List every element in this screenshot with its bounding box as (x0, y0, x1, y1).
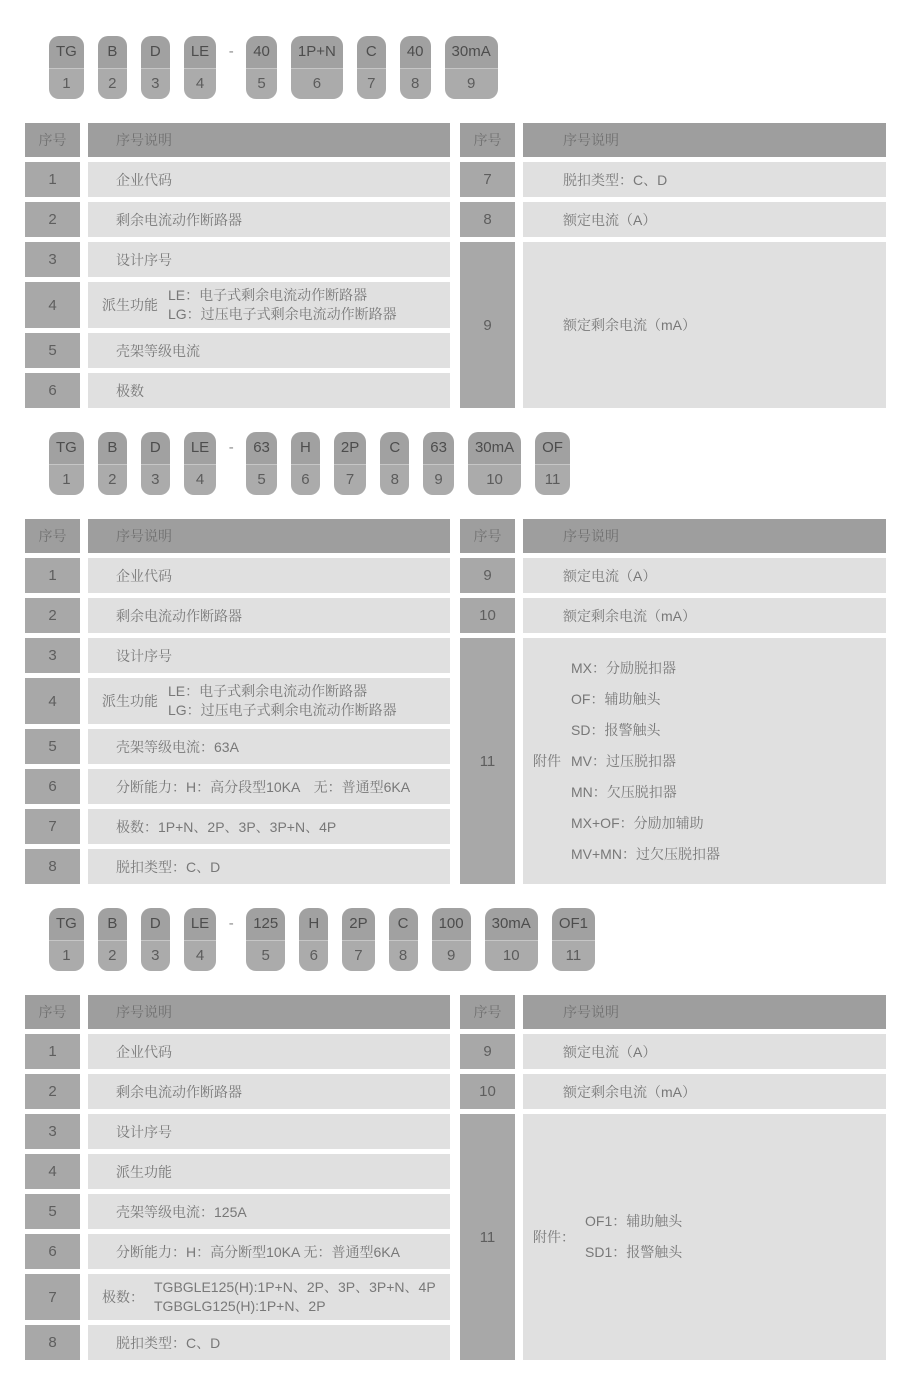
row-description (523, 202, 886, 237)
code-pill (184, 908, 216, 971)
row-lines (168, 286, 397, 324)
row-label: 额定剩余电流（mA） (563, 607, 696, 624)
row-label: 脱扣类型：C、D (116, 858, 221, 875)
code-pill (291, 432, 320, 495)
row-lines (168, 682, 397, 720)
code-pill-number: 4 (184, 69, 216, 99)
code-pill (141, 432, 170, 495)
code-pill (445, 36, 498, 99)
row-index: 8 (460, 202, 515, 237)
col-header-description: 序号说明 (523, 995, 886, 1029)
code-pill-label: 40 (246, 36, 277, 69)
row-label: 脱扣类型：C、D (563, 171, 668, 188)
row-description (88, 849, 450, 884)
model-code-pills (49, 908, 886, 971)
row-index: 4 (25, 282, 80, 328)
code-pill-number: 3 (141, 69, 170, 99)
row-index: 5 (25, 1194, 80, 1229)
table-row (25, 242, 450, 277)
row-label: 附件： (533, 1229, 575, 1245)
row-index: 1 (25, 1034, 80, 1069)
code-pill (98, 36, 127, 99)
row-label: 额定电流（A） (563, 211, 657, 228)
table-row (25, 729, 450, 764)
row-index: 8 (25, 1325, 80, 1360)
table-row (25, 282, 450, 328)
row-description (523, 162, 886, 197)
model-section (25, 36, 886, 408)
row-label: 附件 (533, 753, 561, 769)
row-description (88, 373, 450, 408)
left-table (25, 995, 450, 1360)
code-pill (334, 432, 366, 495)
row-description (88, 282, 450, 328)
code-pill-label: TG (49, 36, 84, 69)
code-pill-number: 10 (468, 465, 521, 495)
table-row (25, 558, 450, 593)
row-label: 剩余电流动作断路器 (116, 211, 242, 228)
table-header-row (25, 123, 450, 157)
code-pill-number: 7 (334, 465, 366, 495)
code-pill-number: 10 (485, 941, 538, 971)
row-label: 额定电流（A） (563, 567, 657, 584)
table-row (460, 1034, 886, 1069)
row-line: MX：分励脱扣器 (571, 659, 676, 676)
code-pill-number: 8 (389, 941, 418, 971)
code-pill-label: 40 (400, 36, 431, 69)
row-label: 派生功能 (116, 1163, 172, 1180)
table-row (25, 849, 450, 884)
code-pill-number: 3 (141, 941, 170, 971)
code-pill (291, 36, 343, 99)
row-label: 额定剩余电流（mA） (563, 317, 696, 333)
code-pill-label: LE (184, 432, 216, 465)
col-header-description: 序号说明 (88, 995, 450, 1029)
code-pill (246, 36, 277, 99)
row-index: 2 (25, 202, 80, 237)
row-line: LG：过压电子式剩余电流动作断路器 (168, 702, 397, 718)
code-pill-label: 63 (246, 432, 277, 465)
code-pill (535, 432, 570, 495)
row-description (88, 598, 450, 633)
row-index: 3 (25, 1114, 80, 1149)
code-pill (49, 432, 84, 495)
code-pill-label: C (357, 36, 386, 69)
code-pill-number: 5 (246, 941, 285, 971)
row-index: 7 (25, 809, 80, 844)
code-pill-number: 5 (246, 465, 277, 495)
code-pill-label: TG (49, 908, 84, 941)
left-table (25, 519, 450, 884)
code-pill-number: 9 (432, 941, 471, 971)
model-section (25, 908, 886, 1360)
row-description (88, 1074, 450, 1109)
row-label: 分断能力：H：高分断型10KA 无：普通型6KA (116, 1243, 400, 1260)
row-line: TGBGLG125(H):1P+N、2P (154, 1298, 326, 1314)
row-index: 2 (25, 1074, 80, 1109)
row-index: 7 (460, 162, 515, 197)
row-index: 3 (25, 638, 80, 673)
code-pill-number: 9 (423, 465, 454, 495)
row-label: 额定剩余电流（mA） (563, 1083, 696, 1100)
code-pill (423, 432, 454, 495)
row-label: 分断能力：H：高分段型10KA 无：普通型6KA (116, 778, 411, 795)
row-line: MV：过压脱扣器 (571, 752, 676, 769)
row-description (88, 678, 450, 724)
row-label: 剩余电流动作断路器 (116, 607, 242, 624)
table-row (460, 162, 886, 197)
code-pill (246, 908, 285, 971)
code-pill-number: 6 (299, 941, 328, 971)
code-pill (184, 36, 216, 99)
code-pill-number: 2 (98, 465, 127, 495)
row-index: 7 (25, 1274, 80, 1320)
row-line: SD1：报警触头 (585, 1244, 683, 1260)
row-line: LG：过压电子式剩余电流动作断路器 (168, 306, 397, 322)
row-label: 设计序号 (116, 647, 172, 664)
row-index: 11 (460, 1114, 515, 1360)
col-header-index: 序号 (460, 519, 515, 553)
row-description (88, 1034, 450, 1069)
code-pill (357, 36, 386, 99)
code-pill-label: B (98, 432, 127, 465)
row-line: LE：电子式剩余电流动作断路器 (168, 683, 368, 699)
row-description (88, 769, 450, 804)
row-index: 6 (25, 373, 80, 408)
code-pill-label: 2P (342, 908, 374, 941)
row-index: 10 (460, 1074, 515, 1109)
row-line: SD：报警触头 (571, 721, 661, 738)
row-index: 4 (25, 1154, 80, 1189)
row-description (523, 558, 886, 593)
table-row (25, 202, 450, 237)
row-label: 企业代码 (116, 1043, 172, 1060)
code-pill-label: H (299, 908, 328, 941)
code-pill-label: C (380, 432, 409, 465)
left-table (25, 123, 450, 408)
row-index: 2 (25, 598, 80, 633)
table-header-row (460, 995, 886, 1029)
code-pill-number: 9 (445, 69, 498, 99)
row-line: OF：辅助触头 (571, 690, 661, 707)
table-row (460, 558, 886, 593)
code-separator-dash: - (228, 43, 234, 60)
row-description (523, 1074, 886, 1109)
row-index: 9 (460, 242, 515, 408)
row-label: 设计序号 (116, 251, 172, 268)
code-pill-label: OF (535, 432, 570, 465)
right-table (460, 123, 886, 408)
table-row (25, 1325, 450, 1360)
col-header-description: 序号说明 (523, 123, 886, 157)
col-header-index: 序号 (460, 123, 515, 157)
code-pill-label: 2P (334, 432, 366, 465)
code-pill (485, 908, 538, 971)
row-index: 11 (460, 638, 515, 884)
col-header-description: 序号说明 (88, 123, 450, 157)
table-row (25, 162, 450, 197)
table-row (460, 1114, 886, 1360)
row-label: 企业代码 (116, 171, 172, 188)
table-header-row (25, 995, 450, 1029)
col-header-index: 序号 (25, 519, 80, 553)
col-header-index: 序号 (25, 123, 80, 157)
code-pill-label: 30mA (485, 908, 538, 941)
code-pill (49, 908, 84, 971)
code-pill-label: 100 (432, 908, 471, 941)
code-pill-label: 30mA (445, 36, 498, 69)
col-header-description: 序号说明 (523, 519, 886, 553)
code-pill (98, 908, 127, 971)
row-description (88, 202, 450, 237)
row-description (88, 638, 450, 673)
code-pill-number: 5 (246, 69, 277, 99)
code-pill (432, 908, 471, 971)
row-description (88, 1154, 450, 1189)
right-table (460, 519, 886, 884)
row-label: 脱扣类型：C、D (116, 1334, 221, 1351)
code-pill (468, 432, 521, 495)
table-row (460, 242, 886, 408)
table-row (25, 809, 450, 844)
row-label: 企业代码 (116, 567, 172, 584)
row-line: LE：电子式剩余电流动作断路器 (168, 287, 368, 303)
code-pill (342, 908, 374, 971)
code-pill (380, 432, 409, 495)
row-description (523, 638, 886, 884)
row-line: MV+MN：过欠压脱扣器 (571, 845, 720, 862)
row-description (88, 729, 450, 764)
table-row (25, 1114, 450, 1149)
row-index: 6 (25, 1234, 80, 1269)
row-index: 8 (25, 849, 80, 884)
code-pill-number: 2 (98, 941, 127, 971)
row-description (88, 242, 450, 277)
code-pill-number: 3 (141, 465, 170, 495)
code-pill (246, 432, 277, 495)
table-row (460, 598, 886, 633)
code-pill-number: 8 (380, 465, 409, 495)
row-description (88, 1234, 450, 1269)
code-pill (552, 908, 595, 971)
explanation-tables (25, 995, 886, 1360)
code-pill-label: D (141, 432, 170, 465)
code-pill-label: 30mA (468, 432, 521, 465)
table-row (25, 373, 450, 408)
row-label: 壳架等级电流：63A (116, 738, 239, 755)
row-label: 剩余电流动作断路器 (116, 1083, 242, 1100)
row-index: 9 (460, 1034, 515, 1069)
code-pill-label: LE (184, 908, 216, 941)
table-row (25, 1274, 450, 1320)
code-separator-dash: - (228, 915, 234, 932)
code-pill-number: 1 (49, 69, 84, 99)
row-line: MN：欠压脱扣器 (571, 783, 677, 800)
col-header-description: 序号说明 (88, 519, 450, 553)
code-pill-label: D (141, 908, 170, 941)
table-header-row (25, 519, 450, 553)
row-line: MX+OF：分励加辅助 (571, 814, 704, 831)
row-label: 极数：1P+N、2P、3P、3P+N、4P (116, 818, 337, 835)
row-description (88, 333, 450, 368)
code-pill-number: 4 (184, 941, 216, 971)
row-index: 5 (25, 333, 80, 368)
code-pill-label: TG (49, 432, 84, 465)
model-section (25, 432, 886, 884)
model-code-pills (49, 36, 886, 99)
explanation-tables (25, 519, 886, 884)
table-row (25, 769, 450, 804)
code-pill-number: 11 (535, 465, 570, 495)
code-pill (299, 908, 328, 971)
code-pill-label: C (389, 908, 418, 941)
table-row (460, 638, 886, 884)
code-pill-number: 7 (357, 69, 386, 99)
row-line: OF1：辅助触头 (585, 1213, 683, 1229)
row-description (88, 1325, 450, 1360)
code-pill-label: LE (184, 36, 216, 69)
row-label: 极数 (116, 382, 144, 399)
table-header-row (460, 519, 886, 553)
row-index: 1 (25, 558, 80, 593)
code-separator-dash: - (228, 439, 234, 456)
code-pill-number: 1 (49, 941, 84, 971)
row-description (88, 1274, 450, 1320)
model-code-pills (49, 432, 886, 495)
row-description (523, 598, 886, 633)
row-description (88, 809, 450, 844)
table-row (25, 1074, 450, 1109)
code-pill (141, 36, 170, 99)
row-label: 壳架等级电流：125A (116, 1203, 247, 1220)
code-pill-number: 7 (342, 941, 374, 971)
explanation-tables (25, 123, 886, 408)
row-description (88, 1114, 450, 1149)
row-label: 极数： (102, 1289, 144, 1305)
row-index: 1 (25, 162, 80, 197)
table-row (25, 638, 450, 673)
code-pill-number: 4 (184, 465, 216, 495)
row-line: TGBGLE125(H):1P+N、2P、3P、3P+N、4P (154, 1279, 436, 1295)
table-row (25, 1234, 450, 1269)
table-row (25, 598, 450, 633)
row-label: 壳架等级电流 (116, 342, 200, 359)
row-index: 10 (460, 598, 515, 633)
code-pill-label: 1P+N (291, 36, 343, 69)
row-description (88, 1194, 450, 1229)
code-pill (184, 432, 216, 495)
code-pill-label: 125 (246, 908, 285, 941)
right-table (460, 995, 886, 1360)
row-description (523, 1114, 886, 1360)
code-pill-number: 6 (291, 465, 320, 495)
row-description (523, 242, 886, 408)
row-description (88, 162, 450, 197)
row-label: 设计序号 (116, 1123, 172, 1140)
row-lines (154, 1278, 436, 1316)
col-header-index: 序号 (460, 995, 515, 1029)
row-index: 3 (25, 242, 80, 277)
code-pill (98, 432, 127, 495)
code-pill-label: B (98, 36, 127, 69)
table-row (25, 1034, 450, 1069)
row-label: 派生功能 (102, 297, 158, 313)
table-header-row (460, 123, 886, 157)
code-pill-label: H (291, 432, 320, 465)
row-lines (585, 1206, 682, 1268)
code-pill-number: 8 (400, 69, 431, 99)
row-label: 派生功能 (102, 693, 158, 709)
row-description (523, 1034, 886, 1069)
row-description (88, 558, 450, 593)
code-pill-number: 6 (291, 69, 343, 99)
row-index: 5 (25, 729, 80, 764)
table-row (25, 1154, 450, 1189)
row-lines (571, 653, 720, 870)
row-index: 6 (25, 769, 80, 804)
table-row (25, 678, 450, 724)
code-pill (400, 36, 431, 99)
code-pill-label: B (98, 908, 127, 941)
row-index: 4 (25, 678, 80, 724)
code-pill-label: OF1 (552, 908, 595, 941)
code-pill-label: 63 (423, 432, 454, 465)
row-label: 额定电流（A） (563, 1043, 657, 1060)
code-pill-number: 11 (552, 941, 595, 971)
table-row (25, 1194, 450, 1229)
code-pill-number: 1 (49, 465, 84, 495)
row-index: 9 (460, 558, 515, 593)
code-pill (49, 36, 84, 99)
code-pill-number: 2 (98, 69, 127, 99)
table-row (25, 333, 450, 368)
col-header-index: 序号 (25, 995, 80, 1029)
code-pill (389, 908, 418, 971)
table-row (460, 202, 886, 237)
code-pill-label: D (141, 36, 170, 69)
code-pill (141, 908, 170, 971)
table-row (460, 1074, 886, 1109)
